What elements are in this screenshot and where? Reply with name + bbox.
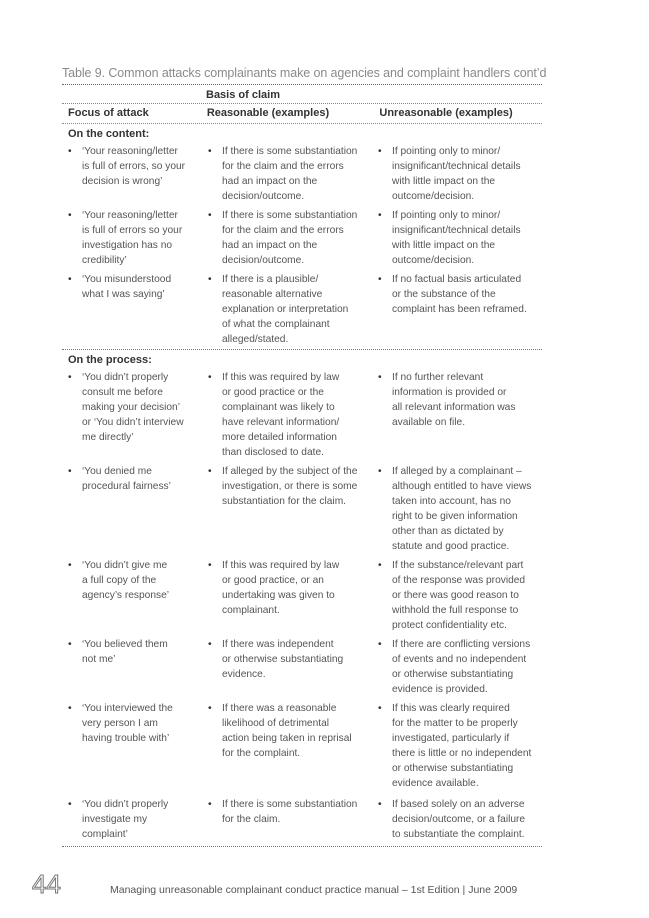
cell-line: than disclosed to date. [222,447,324,458]
bullet-icon: • [68,639,72,650]
bullet-icon: • [208,560,212,571]
bullet-icon: • [378,274,382,285]
unreasonable-cell [372,208,542,268]
section-title: On the content: [68,128,150,140]
focus-cell [62,144,202,204]
table-end-rule [62,846,542,847]
unreasonable-cell [372,370,542,460]
cell-line: If no further relevant [392,372,484,383]
cell-line: ‘You didn’t properly [82,372,169,383]
cell-line: insignificant/technical details [392,225,521,236]
bullet-icon: • [378,372,382,383]
focus-cell [62,208,202,268]
cell-line: with little impact on the [392,240,496,251]
bullet-icon: • [208,372,212,383]
unreasonable-cell [372,797,542,842]
cell-line: If there was a reasonable [222,703,337,714]
cell-line: ‘You denied me [82,466,152,477]
cell-line: although entitled to have views [392,481,532,492]
cell-line: If there are conflicting versions [392,639,531,650]
cell-line: ‘You believed them [82,639,168,650]
cell-line: have relevant information/ [222,417,340,428]
cell-line: having trouble with’ [82,733,170,744]
cell-line: If there is some substantiation [222,146,358,157]
cell-line: substantiation for the claim. [222,496,347,507]
table-row [62,272,542,347]
cell-line: or there was good reason to [392,590,519,601]
focus-cell [62,637,202,697]
bullet-icon: • [378,210,382,221]
cell-line: taken into account, has no [392,496,511,507]
bullet-icon: • [378,799,382,810]
section-title: On the process: [62,349,542,370]
cell-line: ‘Your reasoning/letter [82,146,178,157]
bullet-icon: • [68,372,72,383]
focus-cell [62,272,202,347]
cell-line: withhold the full response to [392,605,519,616]
cell-line: or otherwise substantiating [392,763,514,774]
cell-line: right to be given information [392,511,518,522]
bullet-icon: • [208,703,212,714]
cell-line: If this was clearly required [392,703,510,714]
focus-cell [62,558,202,633]
cell-line: likelihood of detrimental [222,718,330,729]
focus-cell [62,370,202,460]
table-row [62,701,542,791]
bullet-icon: • [378,466,382,477]
cell-line: a full copy of the [82,575,157,586]
table-body [62,124,542,842]
table-container [62,66,547,847]
cell-line: for the claim and the errors [222,161,344,172]
column-header-unreasonable: Unreasonable (examples) [379,107,513,119]
cell-line: what I was saying’ [82,289,165,300]
focus-cell [62,797,202,842]
cell-line: If alleged by the subject of the [222,466,358,477]
cell-line: or ‘You didn’t interview [82,417,184,428]
unreasonable-cell [372,144,542,204]
bullet-icon: • [68,560,72,571]
cell-line: or the substance of the [392,289,496,300]
bullet-icon: • [208,146,212,157]
cell-line: not me’ [82,654,116,665]
cell-line: If alleged by a complainant – [392,466,522,477]
cell-line: ‘You didn’t give me [82,560,168,571]
cell-line: alleged/stated. [222,334,289,345]
cell-line: complainant was likely to [222,402,335,413]
cell-line: ‘You misunderstood [82,274,172,285]
column-header-focus: Focus of attack [68,107,149,119]
cell-line: or otherwise substantiating [392,669,514,680]
unreasonable-cell [372,637,542,697]
cell-line: If there is some substantiation [222,799,358,810]
cell-line: outcome/decision. [392,255,475,266]
cell-line: If the substance/relevant part [392,560,524,571]
table-row [62,370,542,460]
cell-line: for the claim and the errors [222,225,344,236]
cell-line: information is provided or [392,387,507,398]
cell-line: there is little or no independent [392,748,532,759]
cell-line: complaint’ [82,829,128,840]
cell-line: If based solely on an adverse [392,799,525,810]
cell-line: If pointing only to minor/ [392,210,501,221]
cell-line: of the response was provided [392,575,526,586]
page-footer [32,869,592,899]
unreasonable-cell [372,701,542,791]
cell-line: evidence available. [392,778,479,789]
cell-line: credibility’ [82,255,127,266]
footer-text: Managing unreasonable complainant conduct practice manual – 1st Edition | June 2009 [110,884,518,896]
unreasonable-cell [372,558,542,633]
bullet-icon: • [68,210,72,221]
cell-line: decision/outcome. [222,191,305,202]
cell-line: for the complaint. [222,748,301,759]
cell-line: investigation has no [82,240,173,251]
cell-line: If this was required by law [222,372,340,383]
table-row [62,208,542,268]
cell-line: If there was independent [222,639,334,650]
table-caption: Table 9. Common attacks complainants make on agencies and complaint handlers cont’d [62,66,542,85]
cell-line: action being taken in reprisal [222,733,352,744]
cell-line: outcome/decision. [392,191,475,202]
table-row [62,558,542,633]
cell-line: with little impact on the [392,176,496,187]
column-headers [62,103,542,124]
cell-line: ‘Your reasoning/letter [82,210,178,221]
reasonable-cell [202,464,372,554]
unreasonable-cell [372,272,542,347]
basis-of-claim-header: Basis of claim [206,89,280,101]
page-number: 44 [32,869,61,899]
bullet-icon: • [208,274,212,285]
cell-line: available on file. [392,417,466,428]
cell-line: consult me before [82,387,163,398]
bullet-icon: • [378,703,382,714]
focus-cell [62,701,202,791]
reasonable-cell [202,272,372,347]
cell-line: ‘You interviewed the [82,703,173,714]
cell-line: If there is a plausible/ [222,274,319,285]
cell-line: If pointing only to minor/ [392,146,501,157]
cell-line: of events and no independent [392,654,527,665]
cell-line: other than as dictated by [392,526,504,537]
cell-line: more detailed information [222,432,337,443]
reasonable-cell [202,208,372,268]
cell-line: investigated, particularly if [392,733,510,744]
cell-line: or good practice or the [222,387,324,398]
unreasonable-cell [372,464,542,554]
cell-line: for the matter to be properly [392,718,518,729]
bullet-icon: • [68,466,72,477]
cell-line: decision/outcome. [222,255,305,266]
bullet-icon: • [68,703,72,714]
cell-line: had an impact on the [222,240,318,251]
cell-line: or good practice, or an [222,575,324,586]
table-row [62,637,542,697]
bullet-icon: • [208,639,212,650]
focus-cell [62,464,202,554]
cell-line: explanation or interpretation [222,304,349,315]
cell-line: agency’s response’ [82,590,170,601]
cell-line: had an impact on the [222,176,318,187]
reasonable-cell [202,701,372,791]
column-header-reasonable: Reasonable (examples) [206,107,330,119]
table-row [62,464,542,554]
cell-line: all relevant information was [392,402,516,413]
cell-line: investigation, or there is some [222,481,358,492]
cell-line: complainant. [222,605,280,616]
bullet-icon: • [378,146,382,157]
cell-line: making your decision’ [82,402,180,413]
cell-line: me directly’ [82,432,134,443]
bullet-icon: • [68,274,72,285]
cell-line: is full of errors, so your [82,161,186,172]
cell-line: very person I am [82,718,158,729]
bullet-icon: • [68,146,72,157]
cell-line: evidence. [222,669,266,680]
cell-line: If this was required by law [222,560,340,571]
cell-line: procedural fairness’ [82,481,171,492]
cell-line: decision is wrong’ [82,176,163,187]
cell-line: protect confidentiality etc. [392,620,507,631]
cell-line: statute and good practice. [392,541,510,552]
table-row [62,797,542,842]
cell-line: ‘You didn’t properly [82,799,169,810]
cell-line: If no factual basis articulated [392,274,522,285]
cell-line: to substantiate the complaint. [392,829,525,840]
reasonable-cell [202,637,372,697]
bullet-icon: • [378,560,382,571]
cell-line: is full of errors so your [82,225,183,236]
reasonable-cell [202,797,372,842]
bullet-icon: • [378,639,382,650]
reasonable-cell [202,370,372,460]
reasonable-cell [202,144,372,204]
reasonable-cell [202,558,372,633]
cell-line: or otherwise substantiating [222,654,344,665]
cell-line: for the claim. [222,814,281,825]
bullet-icon: • [208,210,212,221]
cell-line: investigate my [82,814,148,825]
cell-line: reasonable alternative [222,289,323,300]
cell-line: evidence is provided. [392,684,488,695]
cell-line: of what the complainant [222,319,330,330]
cell-line: undertaking was given to [222,590,335,601]
bullet-icon: • [208,799,212,810]
cell-line: complaint has been reframed. [392,304,527,315]
bullet-icon: • [208,466,212,477]
cell-line: If there is some substantiation [222,210,358,221]
table-row [62,144,542,204]
cell-line: insignificant/technical details [392,161,521,172]
bullet-icon: • [68,799,72,810]
cell-line: decision/outcome, or a failure [392,814,526,825]
